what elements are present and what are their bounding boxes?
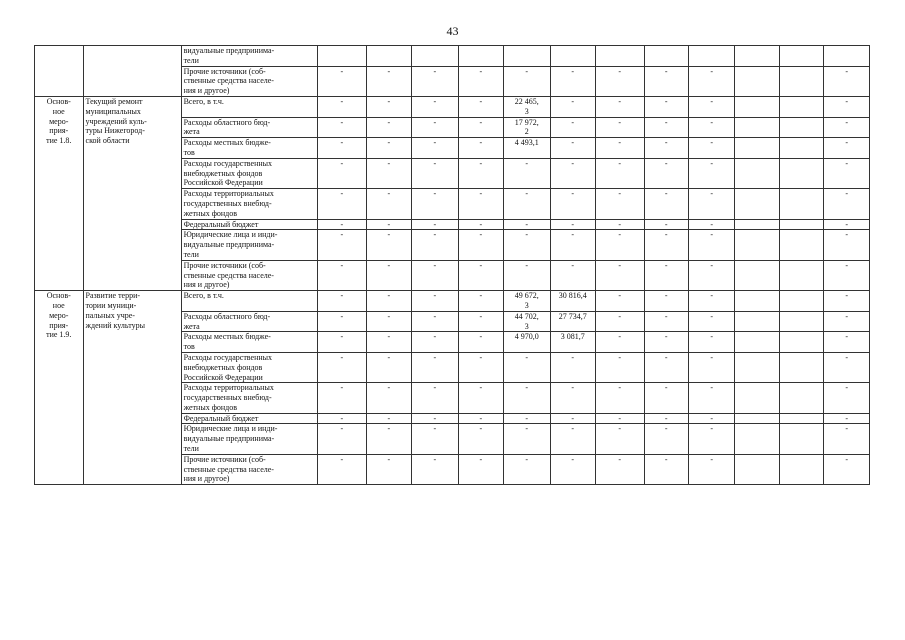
value-cell: -	[644, 66, 688, 96]
table-row	[35, 96, 870, 117]
value-cell: -	[688, 454, 735, 484]
value-cell: -	[458, 189, 503, 219]
value-cell	[735, 117, 779, 138]
value-cell: -	[688, 352, 735, 382]
value-cell: -	[688, 332, 735, 353]
value-cell	[735, 219, 779, 230]
value-cell: -	[412, 96, 459, 117]
value-cell	[735, 46, 779, 67]
value-cell: -	[366, 311, 411, 332]
value-cell: -	[550, 189, 595, 219]
funding-source-cell: видуальные предпринима- тели	[181, 46, 317, 67]
value-cell: -	[550, 138, 595, 159]
value-cell: -	[550, 454, 595, 484]
page-number: 43	[446, 24, 459, 38]
value-cell	[458, 46, 503, 67]
value-cell: -	[412, 260, 459, 290]
value-cell	[688, 46, 735, 67]
value-cell: -	[644, 260, 688, 290]
value-cell: -	[366, 138, 411, 159]
value-cell: -	[596, 311, 645, 332]
value-cell	[735, 383, 779, 413]
value-cell: -	[688, 117, 735, 138]
value-cell: -	[824, 138, 870, 159]
value-cell: -	[824, 96, 870, 117]
value-cell	[735, 291, 779, 312]
funding-source-cell: Расходы территориальных государственных внебюд- жетных фондов	[181, 383, 317, 413]
value-cell: -	[366, 260, 411, 290]
value-cell: -	[596, 424, 645, 454]
value-cell: -	[550, 383, 595, 413]
value-cell	[735, 260, 779, 290]
value-cell	[735, 352, 779, 382]
value-cell: -	[688, 158, 735, 188]
value-cell: -	[644, 454, 688, 484]
activity-name-cell	[83, 46, 181, 97]
value-cell	[779, 454, 823, 484]
value-cell: -	[366, 66, 411, 96]
value-cell: 44 702, 3	[504, 311, 551, 332]
value-cell: -	[412, 383, 459, 413]
value-cell: -	[688, 96, 735, 117]
value-cell	[779, 158, 823, 188]
value-cell: -	[688, 189, 735, 219]
value-cell: -	[318, 230, 367, 260]
value-cell: -	[504, 383, 551, 413]
value-cell	[735, 66, 779, 96]
value-cell: -	[688, 260, 735, 290]
value-cell	[779, 260, 823, 290]
value-cell: -	[644, 219, 688, 230]
value-cell: 3 081,7	[550, 332, 595, 353]
value-cell: -	[824, 291, 870, 312]
value-cell: -	[412, 352, 459, 382]
value-cell: -	[504, 189, 551, 219]
value-cell: -	[824, 332, 870, 353]
value-cell: -	[458, 383, 503, 413]
value-cell: -	[366, 219, 411, 230]
value-cell: -	[644, 413, 688, 424]
activity-code-cell: Основ- ное меро- прия- тие 1.9.	[35, 291, 84, 485]
value-cell: -	[458, 158, 503, 188]
value-cell: -	[504, 454, 551, 484]
value-cell	[779, 352, 823, 382]
value-cell: -	[366, 96, 411, 117]
value-cell: -	[596, 260, 645, 290]
value-cell	[779, 189, 823, 219]
value-cell	[779, 413, 823, 424]
activity-code-cell: Основ- ное меро- прия- тие 1.8.	[35, 96, 84, 290]
value-cell: -	[688, 230, 735, 260]
value-cell: -	[550, 66, 595, 96]
value-cell: -	[318, 260, 367, 290]
value-cell: -	[824, 219, 870, 230]
value-cell: -	[458, 332, 503, 353]
value-cell: -	[504, 219, 551, 230]
value-cell: -	[318, 332, 367, 353]
value-cell: -	[688, 383, 735, 413]
value-cell: -	[824, 189, 870, 219]
value-cell: -	[318, 454, 367, 484]
value-cell: -	[504, 260, 551, 290]
value-cell: 30 816,4	[550, 291, 595, 312]
value-cell: -	[824, 352, 870, 382]
value-cell: -	[504, 413, 551, 424]
value-cell	[735, 454, 779, 484]
value-cell: -	[412, 230, 459, 260]
value-cell: -	[824, 424, 870, 454]
value-cell: -	[318, 424, 367, 454]
value-cell: -	[550, 96, 595, 117]
value-cell: -	[824, 383, 870, 413]
value-cell: -	[596, 413, 645, 424]
value-cell: -	[504, 424, 551, 454]
value-cell: -	[412, 66, 459, 96]
value-cell	[779, 424, 823, 454]
value-cell: -	[412, 158, 459, 188]
value-cell: -	[366, 332, 411, 353]
value-cell: -	[688, 311, 735, 332]
value-cell: -	[644, 383, 688, 413]
value-cell: -	[824, 260, 870, 290]
value-cell: -	[366, 117, 411, 138]
value-cell: -	[318, 138, 367, 159]
value-cell: -	[458, 424, 503, 454]
value-cell: -	[824, 66, 870, 96]
value-cell: -	[596, 383, 645, 413]
value-cell: -	[644, 424, 688, 454]
value-cell: -	[644, 96, 688, 117]
value-cell: -	[824, 454, 870, 484]
value-cell: -	[366, 424, 411, 454]
value-cell: -	[366, 230, 411, 260]
value-cell: -	[688, 138, 735, 159]
value-cell: -	[412, 454, 459, 484]
value-cell: -	[644, 352, 688, 382]
value-cell: -	[644, 291, 688, 312]
value-cell: -	[458, 413, 503, 424]
value-cell	[550, 46, 595, 67]
value-cell: -	[644, 230, 688, 260]
activity-name-cell: Текущий ремонт муниципальных учреждений куль- туры Нижегород- ской области	[83, 96, 181, 290]
value-cell: -	[550, 230, 595, 260]
value-cell: -	[550, 424, 595, 454]
value-cell: -	[644, 138, 688, 159]
funding-source-cell: Федеральный бюджет	[181, 413, 317, 424]
value-cell: -	[688, 219, 735, 230]
budget-table	[34, 45, 870, 485]
activity-code-cell	[35, 46, 84, 97]
value-cell: -	[824, 230, 870, 260]
value-cell: -	[644, 189, 688, 219]
funding-source-cell: Юридические лица и инди- видуальные предпринима- тели	[181, 230, 317, 260]
value-cell	[779, 332, 823, 353]
value-cell: -	[688, 413, 735, 424]
value-cell	[318, 46, 367, 67]
value-cell: -	[412, 311, 459, 332]
value-cell: -	[366, 413, 411, 424]
value-cell	[366, 46, 411, 67]
value-cell: 49 672, 3	[504, 291, 551, 312]
value-cell	[779, 46, 823, 67]
funding-source-cell: Юридические лица и инди- видуальные предпринима- тели	[181, 424, 317, 454]
value-cell: -	[596, 96, 645, 117]
value-cell	[596, 46, 645, 67]
value-cell: -	[412, 291, 459, 312]
value-cell: -	[412, 219, 459, 230]
value-cell: -	[824, 311, 870, 332]
value-cell: -	[412, 413, 459, 424]
value-cell: -	[596, 138, 645, 159]
value-cell	[779, 219, 823, 230]
value-cell	[779, 138, 823, 159]
funding-source-cell: Расходы областного бюд- жета	[181, 117, 317, 138]
funding-source-cell: Расходы областного бюд- жета	[181, 311, 317, 332]
value-cell	[779, 96, 823, 117]
value-cell: -	[596, 66, 645, 96]
activity-name-cell: Развитие терри- тории муници- пальных учре- ждений культуры	[83, 291, 181, 485]
value-cell: -	[458, 117, 503, 138]
value-cell: -	[458, 138, 503, 159]
value-cell: -	[550, 260, 595, 290]
value-cell: -	[318, 311, 367, 332]
value-cell	[735, 189, 779, 219]
value-cell: -	[688, 424, 735, 454]
value-cell	[779, 230, 823, 260]
funding-source-cell: Расходы местных бюдже- тов	[181, 332, 317, 353]
value-cell	[412, 46, 459, 67]
value-cell: -	[596, 332, 645, 353]
value-cell: -	[596, 352, 645, 382]
funding-source-cell: Всего, в т.ч.	[181, 291, 317, 312]
value-cell	[779, 291, 823, 312]
value-cell	[735, 158, 779, 188]
value-cell: -	[596, 230, 645, 260]
value-cell: -	[318, 413, 367, 424]
value-cell: -	[596, 158, 645, 188]
value-cell: -	[318, 219, 367, 230]
funding-source-cell: Всего, в т.ч.	[181, 96, 317, 117]
value-cell: -	[550, 413, 595, 424]
funding-source-cell: Расходы государственных внебюджетных фондов Российской Федерации	[181, 158, 317, 188]
value-cell: -	[458, 454, 503, 484]
value-cell: -	[366, 352, 411, 382]
value-cell: -	[458, 260, 503, 290]
value-cell: -	[458, 230, 503, 260]
value-cell: -	[366, 383, 411, 413]
value-cell	[779, 311, 823, 332]
funding-source-cell: Прочие источники (соб- ственные средства населе- ния и другое)	[181, 454, 317, 484]
funding-source-cell: Расходы территориальных государственных внебюд- жетных фондов	[181, 189, 317, 219]
value-cell: 17 972, 2	[504, 117, 551, 138]
value-cell: -	[824, 117, 870, 138]
value-cell: 22 465, 3	[504, 96, 551, 117]
value-cell: -	[318, 383, 367, 413]
value-cell: -	[458, 291, 503, 312]
funding-source-cell: Расходы местных бюдже- тов	[181, 138, 317, 159]
value-cell: -	[596, 291, 645, 312]
value-cell: -	[550, 352, 595, 382]
value-cell: -	[550, 219, 595, 230]
value-cell: -	[596, 117, 645, 138]
value-cell: -	[412, 138, 459, 159]
value-cell	[824, 46, 870, 67]
value-cell: -	[688, 66, 735, 96]
value-cell	[779, 383, 823, 413]
value-cell: 4 493,1	[504, 138, 551, 159]
funding-source-cell: Расходы государственных внебюджетных фондов Российской Федерации	[181, 352, 317, 382]
value-cell: -	[412, 332, 459, 353]
funding-source-cell: Федеральный бюджет	[181, 219, 317, 230]
value-cell: -	[458, 219, 503, 230]
value-cell: -	[824, 158, 870, 188]
value-cell	[735, 332, 779, 353]
value-cell	[779, 117, 823, 138]
value-cell	[735, 424, 779, 454]
value-cell: -	[458, 96, 503, 117]
value-cell: -	[366, 454, 411, 484]
value-cell: -	[318, 189, 367, 219]
value-cell: -	[688, 291, 735, 312]
value-cell: -	[318, 96, 367, 117]
table-row	[35, 46, 870, 67]
value-cell: -	[412, 189, 459, 219]
value-cell: -	[644, 311, 688, 332]
value-cell	[504, 46, 551, 67]
value-cell: -	[504, 352, 551, 382]
value-cell: -	[412, 424, 459, 454]
value-cell: -	[366, 291, 411, 312]
value-cell: -	[412, 117, 459, 138]
value-cell: -	[458, 352, 503, 382]
value-cell: -	[550, 158, 595, 188]
value-cell	[735, 96, 779, 117]
value-cell: -	[366, 189, 411, 219]
value-cell	[735, 230, 779, 260]
value-cell: -	[458, 311, 503, 332]
value-cell: -	[318, 291, 367, 312]
value-cell: -	[458, 66, 503, 96]
value-cell: -	[318, 352, 367, 382]
value-cell: -	[318, 117, 367, 138]
value-cell: -	[596, 189, 645, 219]
value-cell: -	[504, 158, 551, 188]
table-row	[35, 291, 870, 312]
value-cell: -	[318, 158, 367, 188]
value-cell: -	[366, 158, 411, 188]
value-cell: -	[644, 117, 688, 138]
value-cell: 4 970,0	[504, 332, 551, 353]
value-cell	[735, 413, 779, 424]
value-cell	[644, 46, 688, 67]
value-cell: 27 734,7	[550, 311, 595, 332]
value-cell: -	[504, 230, 551, 260]
value-cell: -	[824, 413, 870, 424]
value-cell: -	[550, 117, 595, 138]
value-cell	[735, 311, 779, 332]
value-cell: -	[596, 219, 645, 230]
value-cell: -	[318, 66, 367, 96]
value-cell: -	[504, 66, 551, 96]
value-cell: -	[596, 454, 645, 484]
value-cell	[735, 138, 779, 159]
value-cell	[779, 66, 823, 96]
value-cell: -	[644, 332, 688, 353]
funding-source-cell: Прочие источники (соб- ственные средства населе- ния и другое)	[181, 66, 317, 96]
value-cell: -	[644, 158, 688, 188]
funding-source-cell: Прочие источники (соб- ственные средства населе- ния и другое)	[181, 260, 317, 290]
